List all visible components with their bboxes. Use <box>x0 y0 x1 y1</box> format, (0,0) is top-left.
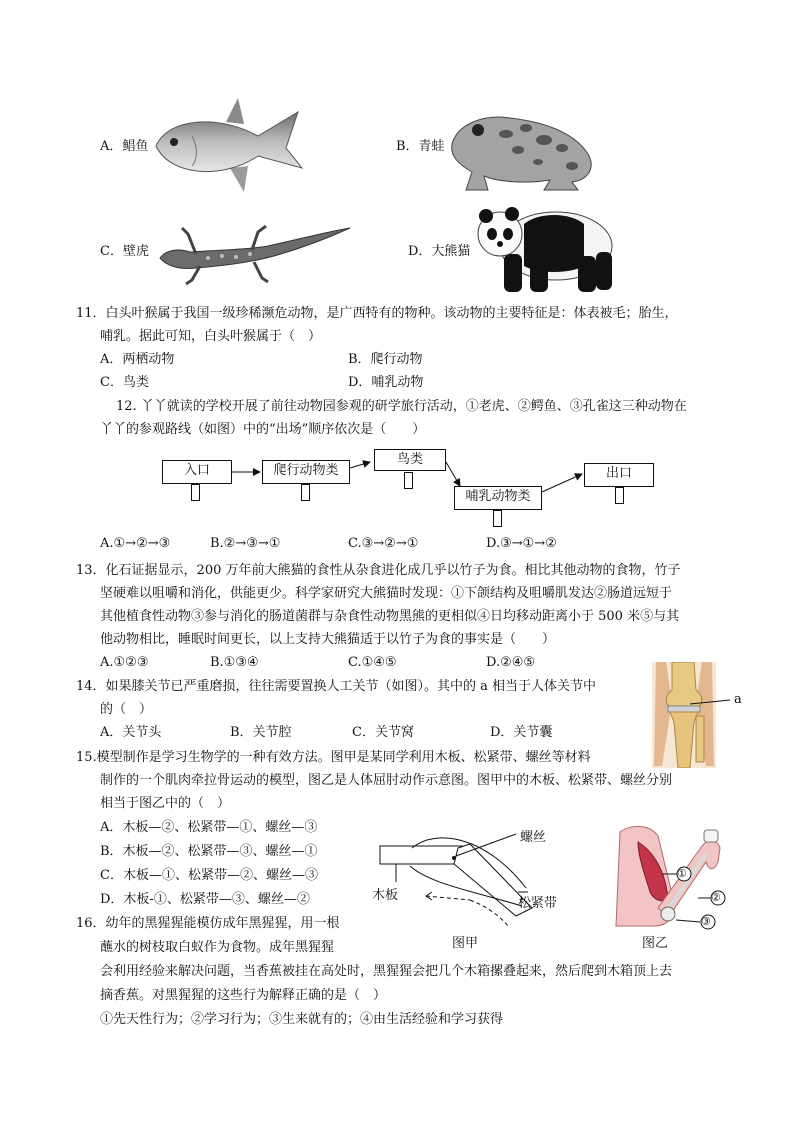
q14-option-d: D．关节囊 <box>490 725 553 740</box>
option-a-label: A．鲳鱼 <box>100 139 149 154</box>
frog-illustration <box>448 104 600 192</box>
gecko-illustration <box>156 220 352 286</box>
q12-option-b: B.②→③→① <box>210 536 281 551</box>
q11-option-b: B．爬行动物 <box>348 352 423 367</box>
q14-option-b: B．关节腔 <box>230 725 292 740</box>
q16-stem-line2: 蘸水的树枝取白蚁作为食物。成年黑猩猩 <box>100 940 335 955</box>
option-b-label: B．青蛙 <box>396 139 445 154</box>
q15-option-b: B．木板—②、松紧带—③、螺丝—① <box>100 844 318 859</box>
route-entrance-post <box>191 484 200 501</box>
label-a-pointer <box>690 694 732 710</box>
route-birds-box: 鸟类 <box>374 449 446 471</box>
route-reptiles-post <box>301 484 310 501</box>
q16-stem-line1: 16．幼年的黑猩猩能模仿成年黑猩猩，用一根 <box>76 916 340 931</box>
q15-option-a: A．木板—②、松紧带—①、螺丝—③ <box>100 820 318 835</box>
q14-option-a: A．关节头 <box>100 725 162 740</box>
route-mammals-box: 哺乳动物类 <box>454 486 542 510</box>
fig1-board-label: 木板 <box>372 888 399 903</box>
q16-stem-line3: 会利用经验来解决问题，当香蕉被挂在高处时，黑猩猩会把几个木箱摞叠起来，然后爬到木箱顶上去 <box>100 964 673 979</box>
q16-statements: ①先天性行为；②学习行为；③生来就有的；④由生活经验和学习获得 <box>100 1012 504 1027</box>
q11-option-c: C．鸟类 <box>100 375 149 390</box>
option-d-label: D．大熊猫 <box>408 244 471 259</box>
fig2-caption: 图乙 <box>642 936 669 951</box>
q15-stem-line2: 制作的一个肌肉牵拉骨运动的模型，图乙是人体屈肘动作示意图。图甲中的木板、松紧带、螺丝分别 <box>100 773 673 788</box>
giant-panda-illustration <box>474 204 620 296</box>
q14-option-c: C．关节窝 <box>352 725 414 740</box>
q13-stem-line2: 坚硬难以咀嚼和消化，供能更少。科学家研究大熊猫时发现：①下颌结构及咀嚼肌发达②肠道远短于 <box>100 586 673 601</box>
q11-stem-line2: 哺乳。据此可知，白头叶猴属于（ ） <box>100 329 322 344</box>
q15-option-c: C．木板—①、松紧带—②、螺丝—③ <box>100 868 318 883</box>
fig1-band-label: 松紧带 <box>518 896 558 911</box>
fig2-label-3: ③ <box>701 915 711 928</box>
q13-option-c: C.①④⑤ <box>348 655 397 670</box>
q13-stem-line1: 13．化石证据显示，200 万年前大熊猫的食性从杂食进化成几乎以竹子为食。相比其他动物的食物，竹子 <box>76 563 681 578</box>
fig1-screw-label: 螺丝 <box>520 830 547 845</box>
q13-stem-line4: 他动物相比，睡眠时间更长，以上支持大熊猫适于以竹子为食的事实是（ ） <box>100 632 556 647</box>
q14-stem-line1: 14．如果膝关节已严重磨损，往往需要置换人工关节（如图）。其中的 a 相当于人体关节中 <box>76 679 597 694</box>
route-exit-post <box>615 487 624 504</box>
q15-stem-line3: 相当于图乙中的（ ） <box>100 796 231 811</box>
q11-option-d: D．哺乳动物 <box>348 375 424 390</box>
elbow-flexion-figure <box>610 822 728 930</box>
route-exit-box: 出口 <box>584 463 654 487</box>
route-birds-post <box>404 472 413 489</box>
q13-option-b: B.①③④ <box>210 655 259 670</box>
q13-option-d: D.②④⑤ <box>486 655 536 670</box>
q15-stem-line1: 15.模型制作是学习生物学的一种有效方法。图甲是某同学利用木板、松紧带、螺丝等材料 <box>76 750 591 765</box>
q13-option-a: A.①②③ <box>100 655 149 670</box>
q12-stem-line1: 12. 丫丫就读的学校开展了前往动物园参观的研学旅行活动，①老虎、②鳄鱼、③孔雀这三种动物在 <box>116 399 687 414</box>
fig2-label-2: ② <box>711 891 721 904</box>
q12-option-d: D.③→①→② <box>486 536 557 551</box>
fig1-caption: 图甲 <box>452 936 479 951</box>
route-mammals-post <box>493 510 502 527</box>
q11-stem-line1: 11．白头叶猴属于我国一级珍稀濒危动物，是广西特有的物种。该动物的主要特征是：体表被毛；胎生， <box>76 306 678 321</box>
artificial-knee-joint-illustration <box>652 662 716 768</box>
fig2-label-1: ① <box>677 867 687 880</box>
q16-stem-line4: 摘香蕉。对黑猩猩的这些行为解释正确的是（ ） <box>100 988 387 1003</box>
q11-option-a: A．两栖动物 <box>100 352 175 367</box>
q12-stem-line2: 丫丫的参观路线（如图）中的“出场”顺序依次是（ ） <box>100 422 426 437</box>
q14-stem-line2: 的（ ） <box>100 702 153 717</box>
q12-option-a: A.①→②→③ <box>100 536 171 551</box>
pomfret-fish-illustration <box>148 96 306 194</box>
q15-option-d: D．木板-①、松紧带—③、螺丝—② <box>100 892 310 907</box>
route-reptiles-box: 爬行动物类 <box>262 460 350 484</box>
q12-option-c: C.③→②→① <box>348 536 419 551</box>
option-c-label: C．壁虎 <box>100 244 149 259</box>
route-entrance-box: 入口 <box>162 460 232 484</box>
q13-stem-line3: 其他植食性动物③参与消化的肠道菌群与杂食性动物黑熊的更相似④日均移动距离小于 500 米⑤与其 <box>100 609 680 624</box>
label-a: a <box>734 692 742 707</box>
